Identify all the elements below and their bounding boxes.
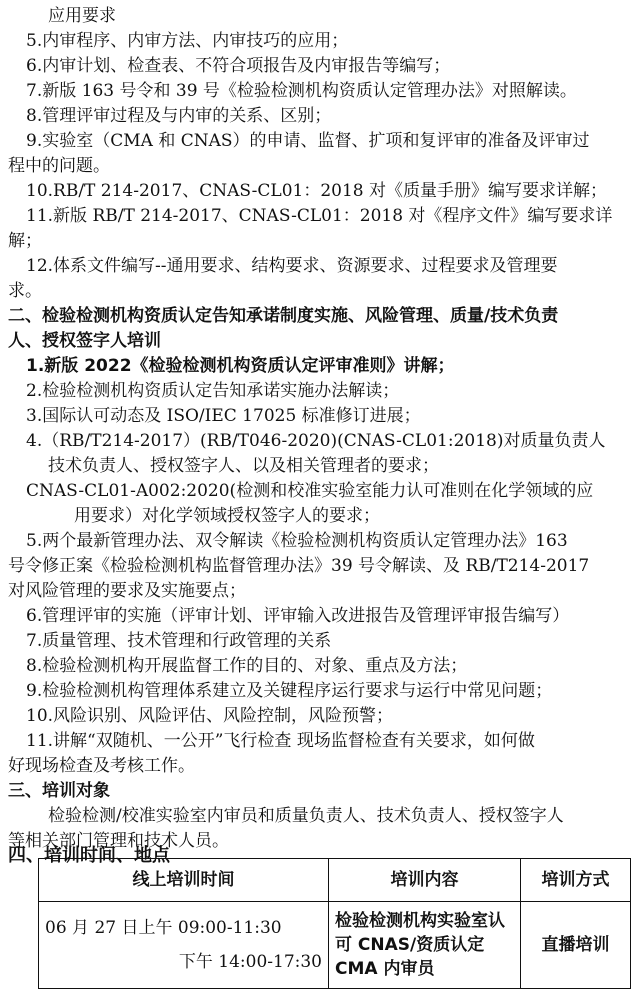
list-item: 5.内审程序、内审方法、内审技巧的应用； [26,31,349,51]
time-afternoon: 下午 14:00-17:30 [178,952,322,972]
list-item: 8.检验检测机构开展监督工作的目的、对象、重点及方法； [26,656,468,676]
list-item: 7.质量管理、技术管理和行政管理的关系 [26,631,332,651]
list-item-continuation: 好现场检查及考核工作。 [8,756,195,776]
header-method: 培训方式 [521,859,631,902]
table-row [39,902,631,989]
list-item: 6.内审计划、检查表、不符合项报告及内审报告等编写； [26,56,451,76]
time-morning: 06 月 27 日上午 09:00-11:30 [45,918,282,938]
list-item-continuation: 解； [8,231,42,251]
header-content: 培训内容 [329,859,521,902]
list-item: 11.讲解“双随机、一公开”飞行检查 现场监督检查有关要求，如何做 [26,731,535,751]
section-heading: 三、培训对象 [8,781,110,801]
list-item-continuation: 程中的问题。 [8,156,110,176]
section-heading-continuation: 人、授权签字人培训 [8,331,161,351]
list-item: 8.管理评审过程及与内审的关系、区别； [26,106,332,126]
list-item: 12.体系文件编写--通用要求、结构要求、资源要求、过程要求及管理要 [26,256,558,276]
paragraph-line: 等相关部门管理和技术人员。 [8,831,229,851]
list-item-continuation: 号令修正案《检验检测机构监督管理办法》39 号令解读、及 RB/T214-2017 [8,556,590,576]
list-item: 6.管理评审的实施（评审计划、评审输入改进报告及管理评审报告编写） [26,606,570,626]
cell-content: 检验检测机构实验室认可 CNAS/资质认定 CMA 内审员 [329,902,521,989]
header-time: 线上培训时间 [39,859,329,902]
list-item: 11.新版 RB/T 214-2017、CNAS-CL01：2018 对《程序文件》编写要求详 [26,206,613,226]
list-item: 9.实验室（CMA 和 CNAS）的申请、监督、扩项和复评审的准备及评审过 [26,131,590,151]
list-item: 7.新版 163 号令和 39 号《检验检测机构资质认定管理办法》对照解读。 [26,81,577,101]
list-item: 9.检验检测机构管理体系建立及关键程序运行要求与运行中常见问题； [26,681,553,701]
paragraph-line: 应用要求 [48,6,116,26]
table-header-row [39,859,631,902]
list-item: 5.两个最新管理办法、双令解读《检验检测机构资质认定管理办法》163 [26,531,568,551]
list-item-continuation: 技术负责人、授权签字人、以及相关管理者的要求； [48,456,439,476]
list-item: CNAS-CL01-A002:2020(检测和校准实验室能力认可准则在化学领域的应 [26,481,594,501]
cell-method: 直播培训 [521,902,631,989]
list-item: 10.风险识别、风险评估、风险控制，风险预警； [26,706,394,726]
list-item-continuation: 用要求）对化学领域授权签字人的要求； [74,506,380,526]
list-item: 3.国际认可动态及 ISO/IEC 17025 标准修订进展； [26,406,421,426]
paragraph-line: 检验检测/校准实验室内审员和质量负责人、技术负责人、授权签字人 [48,806,564,826]
list-item-continuation: 求。 [8,281,42,301]
list-item: 1.新版 2022《检验检测机构资质认定评审准则》讲解； [26,356,455,376]
cell-time [39,902,329,989]
list-item: 4.（RB/T214-2017）(RB/T046-2020)(CNAS-CL01:2018)对质量负责人 [26,431,606,451]
section-heading: 四、培训时间、地点 [8,845,170,866]
training-schedule-table [38,858,631,989]
list-item: 2.检验检测机构资质认定告知承诺实施办法解读； [26,381,400,401]
list-item: 10.RB/T 214-2017、CNAS-CL01：2018 对《质量手册》编写要求详解； [26,181,608,201]
list-item-continuation: 对风险管理的要求及实施要点； [8,581,246,601]
section-heading: 二、检验检测机构资质认定告知承诺制度实施、风险管理、质量/技术负责 [8,306,559,326]
